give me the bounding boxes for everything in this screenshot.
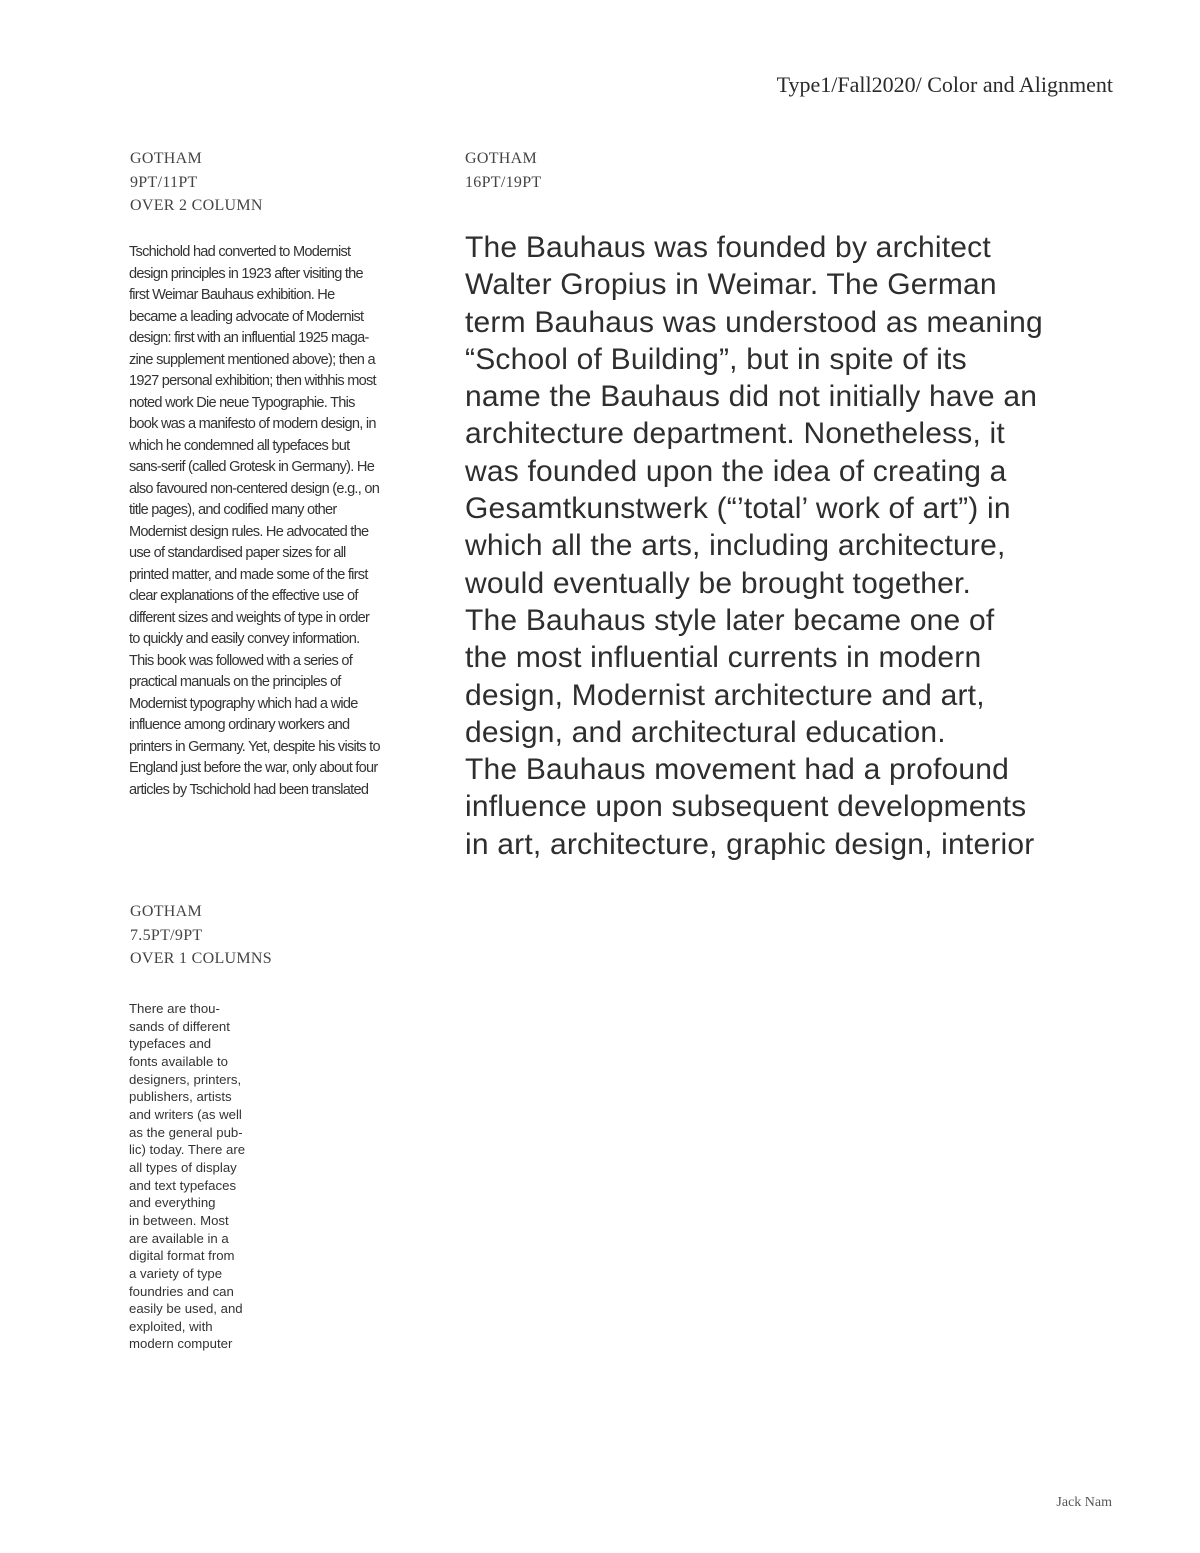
type-spec-7-5pt — [130, 900, 272, 971]
sample-text-9pt: Tschichold had converted to Modernist design principles in 1923 after visiting the first Weimar Bauhaus exhibition. He became a leading advocate of Modernist design: first with an influential 1925 maga- zine supplement mentioned above); then a 1927 personal exhibition; then withhis most noted work Die neue Typographie. This book was a manifesto of modern design, in which he condemned all typefaces but sans-serif (called Grotesk in Germany). He also favoured non-centered design (e.g., on title pages), and codified many other Modernist design rules. He advocated the use of standardised paper sizes for all printed matter, and made some of the first clear explanations of the effective use of different sizes and weights of type in order to quickly and easily convey information. This book was followed with a series of practical manuals on the principles of Modernist typography which had a wide influence among ordinary workers and printers in Germany. Yet, despite his visits to England just before the war, only about four articles by Tschichold had been translated — [129, 244, 380, 798]
sample-text-16pt: The Bauhaus was founded by architect Walter Gropius in Weimar. The German term Bauhaus was understood as meaning “School of Building”, but in spite of its name the Bauhaus did not initially have an architecture department. Nonetheless, it was founded upon the idea of creating a Gesamtkunstwerk (“’total’ work of art”) in which all the arts, including architecture, would eventually be brought together. The Bauhaus style later became one of the most influential currents in modern design, Modernist architecture and art, design, and architectural education. The Bauhaus movement had a profound influence upon subsequent developments in art, architecture, graphic design, interior — [465, 231, 1043, 861]
sample-text-7-5pt: There are thou- sands of different typefaces and fonts available to designers, printers, publishers, artists and writers (as well as the general pub- lic) today. There are all types of display and text typefaces and everything in between. Most are available in a digital format from a variety of type foundries and can easily be used, and exploited, with modern computer — [129, 1001, 246, 1352]
spec-size-leading: 16PT/19PT — [465, 173, 542, 191]
spec-size-leading: 7.5PT/9PT — [130, 926, 203, 944]
type-spec-9pt — [130, 147, 263, 218]
spec-columns: OVER 1 COLUMNS — [130, 950, 272, 967]
author-name: Jack Nam — [1056, 1495, 1112, 1510]
spec-typeface: GOTHAM — [130, 903, 203, 920]
spec-typeface: GOTHAM — [130, 150, 203, 167]
spec-columns: OVER 2 COLUMN — [130, 197, 263, 214]
spec-size-leading: 9PT/11PT — [130, 173, 198, 191]
type-spec-16pt — [465, 147, 542, 194]
page-title: Type1/Fall2020/ Color and Alignment — [776, 72, 1113, 97]
spec-typeface: GOTHAM — [465, 150, 538, 167]
